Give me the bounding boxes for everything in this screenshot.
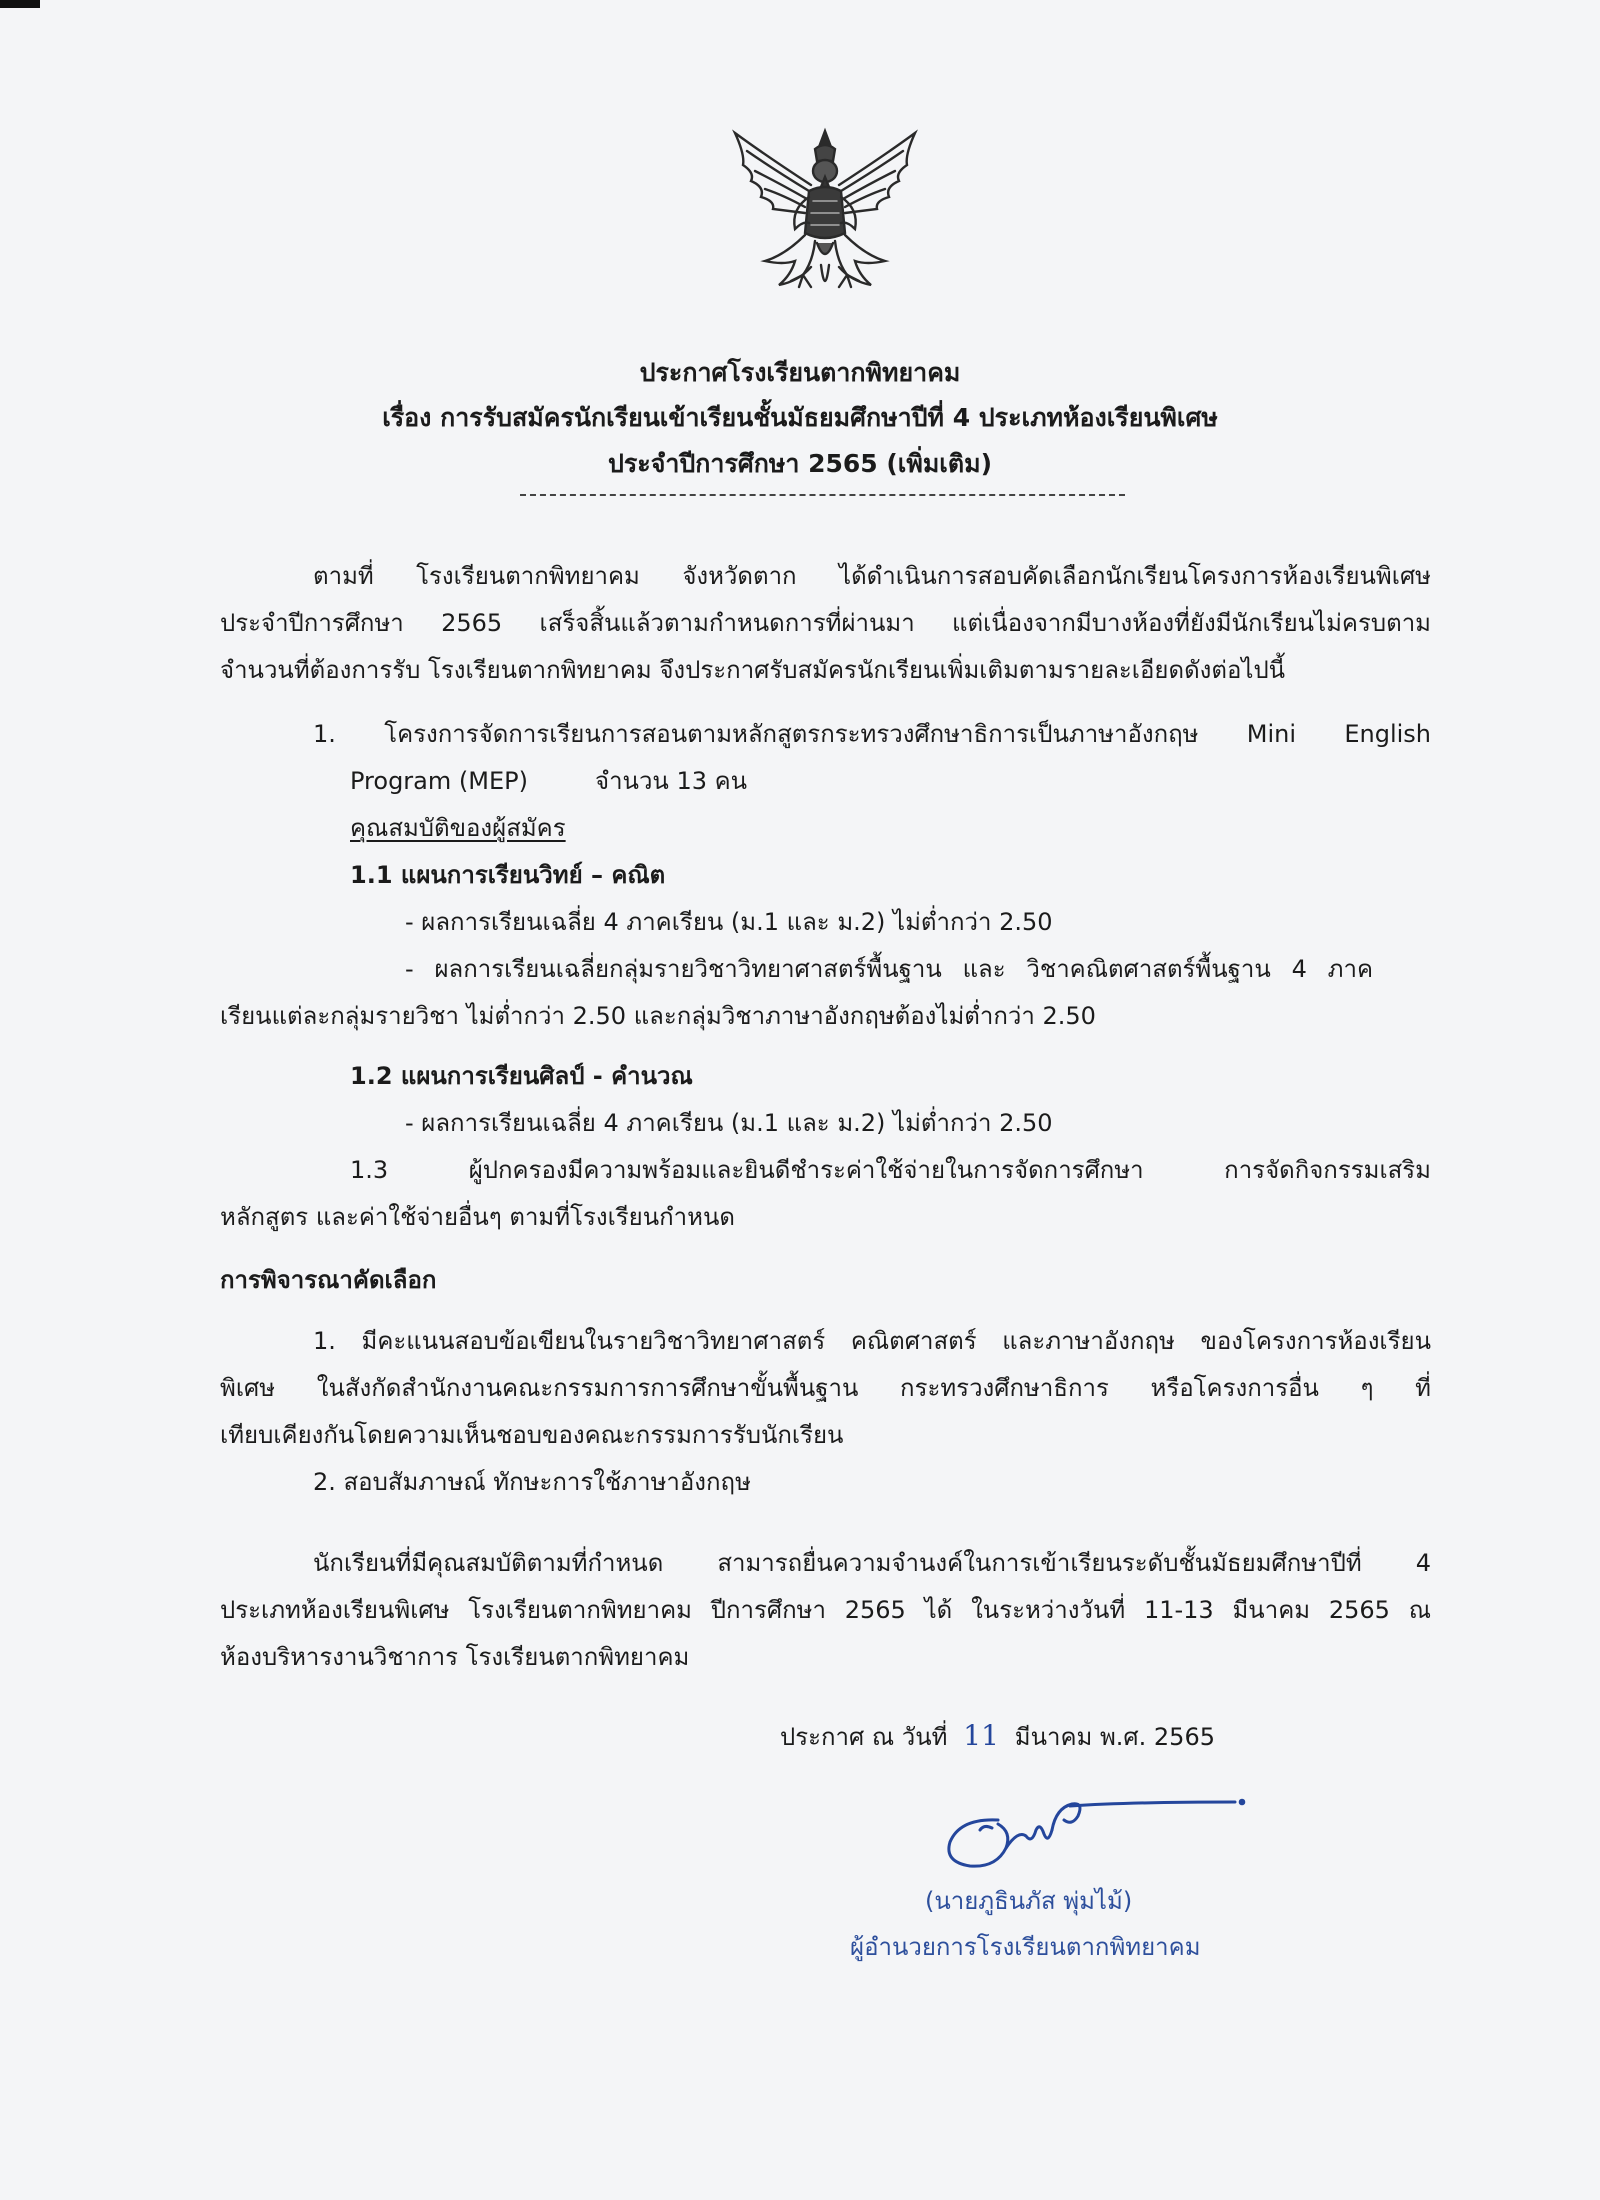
signer-name: (นายภูธินภัส พุ่มไม้): [925, 1887, 1133, 1915]
application-line-1: นักเรียนที่มีคุณสมบัติตามที่กำหนด สามารถยื่นความจำนงค์ในการเข้าเรียนระดับชั้นมัธยมศึกษาปีที่ 4: [313, 1549, 1431, 1577]
director-signature: [940, 1790, 1260, 1880]
date-suffix: มีนาคม พ.ศ. 2565: [1014, 1723, 1215, 1751]
announcement-date: [780, 1713, 1215, 1760]
selection-heading: การพิจารณาคัดเลือก: [220, 1266, 437, 1294]
selection-item-2: 2. สอบสัมภาษณ์ ทักษะการใช้ภาษาอังกฤษ: [313, 1468, 751, 1496]
date-prefix: ประกาศ ณ วันที่: [780, 1723, 948, 1751]
announcement-subject: เรื่อง การรับสมัครนักเรียนเข้าเรียนชั้นมัธยมศึกษาปีที่ 4 ประเภทห้องเรียนพิเศษ: [382, 403, 1218, 432]
plan2-item-1: - ผลการเรียนเฉลี่ย 4 ภาคเรียน (ม.1 และ ม.2) ไม่ต่ำกว่า 2.50: [405, 1109, 1053, 1137]
intro-line-3: จำนวนที่ต้องการรับ โรงเรียนตากพิทยาคม จึงประกาศรับสมัครนักเรียนเพิ่มเติมตามรายละเอียดดังต่อไปนี้: [220, 656, 1286, 684]
program-line-1: 1. โครงการจัดการเรียนการสอนตามหลักสูตรกระทรวงศึกษาธิการเป็นภาษาอังกฤษ Mini English: [313, 720, 1431, 748]
plan1-item-1: - ผลการเรียนเฉลี่ย 4 ภาคเรียน (ม.1 และ ม.2) ไม่ต่ำกว่า 2.50: [405, 908, 1053, 936]
plan1-item-2-line-1: - ผลการเรียนเฉลี่ยกลุ่มรายวิชาวิทยาศาสตร์พื้นฐาน และ วิชาคณิตศาสตร์พื้นฐาน 4 ภาค: [405, 955, 1373, 983]
announcement-year: ประจำปีการศึกษา 2565 (เพิ่มเติม): [607, 449, 992, 478]
qualifications-heading: คุณสมบัติของผู้สมัคร: [350, 814, 566, 842]
program-quota: จำนวน 13 คน: [595, 767, 748, 795]
intro-line-2: ประจำปีการศึกษา 2565 เสร็จสิ้นแล้วตามกำหนดการที่ผ่านมา แต่เนื่องจากมีบางห้องที่ยังมีนักเรียนไม่ครบตาม: [220, 609, 1431, 637]
plan2-heading: 1.2 แผนการเรียนศิลป์ - คำนวณ: [350, 1062, 693, 1090]
plan1-item-2-line-2: เรียนแต่ละกลุ่มรายวิชา ไม่ต่ำกว่า 2.50 และกลุ่มวิชาภาษาอังกฤษต้องไม่ต่ำกว่า 2.50: [220, 1002, 1096, 1030]
selection-item-1-line-1: 1. มีคะแนนสอบข้อเขียนในรายวิชาวิทยาศาสตร์ คณิตศาสตร์ และภาษาอังกฤษ ของโครงการห้องเรียน: [313, 1327, 1431, 1355]
intro-line-1: ตามที่ โรงเรียนตากพิทยาคม จังหวัดตาก ได้ดำเนินการสอบคัดเลือกนักเรียนโครงการห้องเรียนพิเศษ: [313, 562, 1431, 590]
selection-item-1-line-3: เทียบเคียงกันโดยความเห็นชอบของคณะกรรมการรับนักเรียน: [220, 1421, 844, 1449]
application-line-3: ห้องบริหารงานวิชาการ โรงเรียนตากพิทยาคม: [220, 1643, 690, 1671]
program-name: Program (MEP): [350, 767, 528, 795]
item13-line-2: หลักสูตร และค่าใช้จ่ายอื่นๆ ตามที่โรงเรียนกำหนด: [220, 1203, 735, 1231]
garuda-emblem-icon: [725, 125, 925, 305]
application-line-2: ประเภทห้องเรียนพิเศษ โรงเรียนตากพิทยาคม ปีการศึกษา 2565 ได้ ในระหว่างวันที่ 11-13 มีนาคม 2565 ณ: [220, 1596, 1431, 1624]
title-divider: [520, 494, 1125, 496]
date-day-handwritten: 11: [963, 1719, 999, 1752]
selection-item-1-line-2: พิเศษ ในสังกัดสำนักงานคณะกรรมการการศึกษาขั้นพื้นฐาน กระทรวงศึกษาธิการ หรือโครงการอื่น ๆ ที่: [220, 1374, 1431, 1402]
signer-title: ผู้อำนวยการโรงเรียนตากพิทยาคม: [850, 1933, 1201, 1961]
announcement-title: ประกาศโรงเรียนตากพิทยาคม: [639, 358, 961, 387]
scan-edge-mark: [0, 0, 40, 8]
item13-line-1: 1.3 ผู้ปกครองมีความพร้อมและยินดีชำระค่าใช้จ่ายในการจัดการศึกษา การจัดกิจกรรมเสริม: [350, 1156, 1431, 1184]
plan1-heading: 1.1 แผนการเรียนวิทย์ – คณิต: [350, 861, 666, 889]
